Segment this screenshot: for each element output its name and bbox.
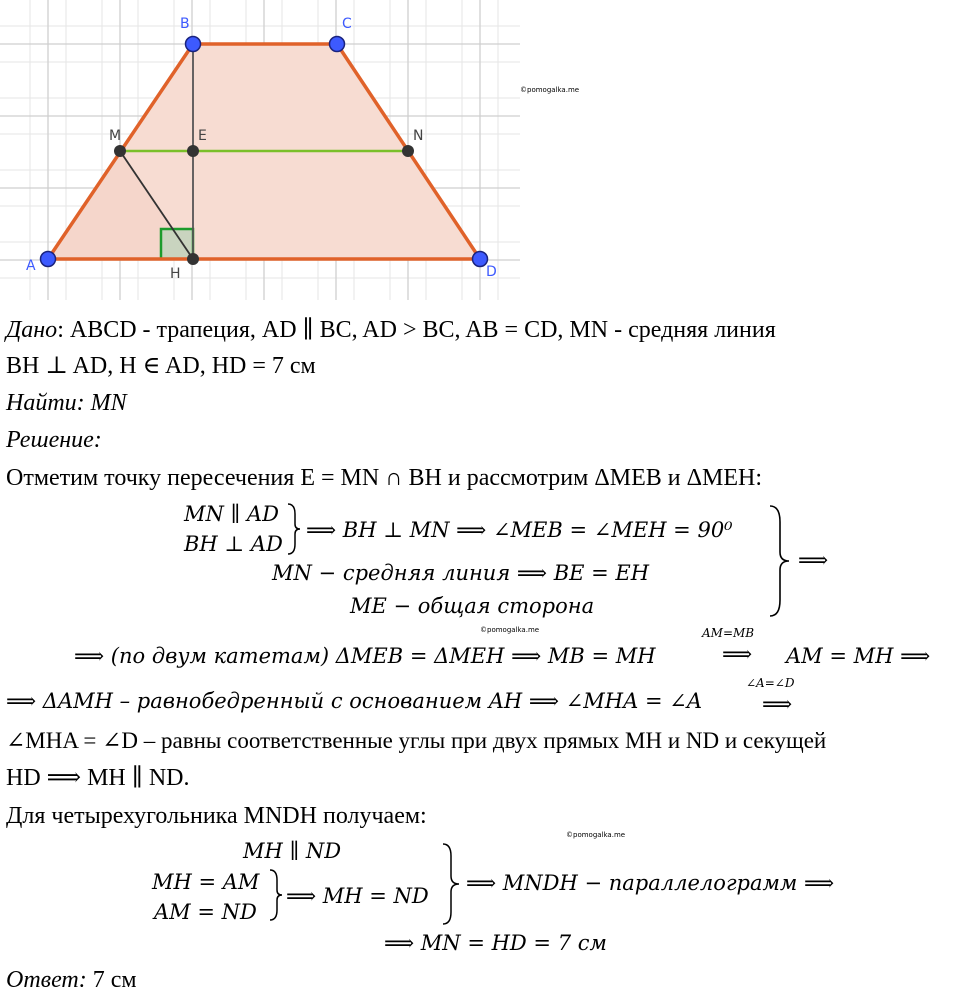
answer-value: 7 см	[86, 967, 137, 993]
brace-4	[441, 842, 461, 926]
brace-1	[286, 502, 302, 556]
vertex-c	[330, 37, 345, 52]
sys2-mid: ⟹ MH = ND	[286, 884, 429, 908]
point-n	[402, 145, 414, 157]
given-line-2: BH ⊥ AD, H ∈ AD, HD = 7 см	[6, 353, 316, 379]
line-katet-end: AM = MH ⟹	[786, 644, 931, 668]
trapezoid-figure	[0, 0, 580, 305]
watermark-2: ©pomogalka.me	[480, 626, 540, 634]
point-m	[114, 145, 126, 157]
sys1-c: MN − средняя линия ⟹ BE = EH	[272, 561, 650, 585]
given-line-1	[6, 316, 776, 344]
sys1-d: ME − общая сторона	[350, 594, 595, 618]
intro-line: Отметим точку пересечения E = MN ∩ BH и рассмотрим ΔMEB и ΔMEH:	[6, 465, 763, 491]
line-isos: ⟹ ΔAMH – равнобедренный с основанием AH ⟹ ∠MHA = ∠A	[6, 689, 702, 713]
sys2-result: ⟹ MNDH − параллелограмм ⟹	[466, 871, 835, 895]
label-h: H	[170, 266, 181, 282]
label-a: A	[26, 258, 36, 274]
vertex-b	[186, 37, 201, 52]
label-b: B	[180, 16, 190, 32]
right-angle-marker	[161, 229, 193, 259]
quad-line: Для четырехугольника MNDH получаем:	[6, 803, 427, 829]
label-m: M	[109, 128, 122, 144]
given-line1-rest: : ABCD - трапеция, AD ∥ BC, AD > BC, AB = CD, MN - средняя линия	[57, 317, 776, 343]
line-isos-sup: ∠A=∠D	[746, 676, 795, 690]
sys1-b: BH ⊥ AD	[184, 532, 283, 556]
brace-2	[768, 504, 792, 618]
brace-3	[268, 868, 284, 922]
point-h	[187, 253, 199, 265]
watermark: ©pomogalka.me	[520, 86, 580, 94]
final-line: ⟹ MN = HD = 7 см	[384, 931, 607, 955]
line-hd: HD ⟹ MH ∥ ND.	[6, 765, 190, 791]
line-isos-arrow: ⟹	[762, 692, 793, 716]
answer-label: Ответ:	[6, 967, 87, 993]
label-n: N	[413, 128, 424, 144]
label-c: C	[342, 16, 352, 32]
line-katet-sup: AM=MB	[702, 626, 755, 640]
line-katet-arrow: ⟹	[722, 642, 753, 666]
label-d: D	[486, 264, 497, 280]
sys1-result: ⟹ BH ⊥ MN ⟹ ∠MEB = ∠MEH = 90⁰	[306, 518, 733, 542]
vertex-a	[41, 252, 56, 267]
sys1-a: MN ∥ AD	[184, 502, 279, 526]
label-e: E	[198, 128, 207, 144]
line-angles: ∠MHA = ∠D – равны соответственные углы при двух прямых MH и ND и секущей	[6, 728, 827, 753]
answer-line	[6, 966, 137, 994]
sys2-c: AM = ND	[154, 900, 257, 924]
line-katet: ⟹ (по двум катетам) ΔMEB = ΔMEH ⟹ MB = MH	[74, 644, 656, 668]
given-label: Дано	[6, 317, 58, 343]
sys2-a: MH ∥ ND	[243, 839, 342, 863]
sys2-b: MH = AM	[152, 870, 260, 894]
solution-heading: Решение:	[6, 427, 102, 453]
find-line: Найти: MN	[6, 390, 127, 416]
point-e	[187, 145, 199, 157]
sys1-arrow: ⟹	[798, 548, 829, 572]
watermark-3: ©pomogalka.me	[566, 831, 626, 839]
